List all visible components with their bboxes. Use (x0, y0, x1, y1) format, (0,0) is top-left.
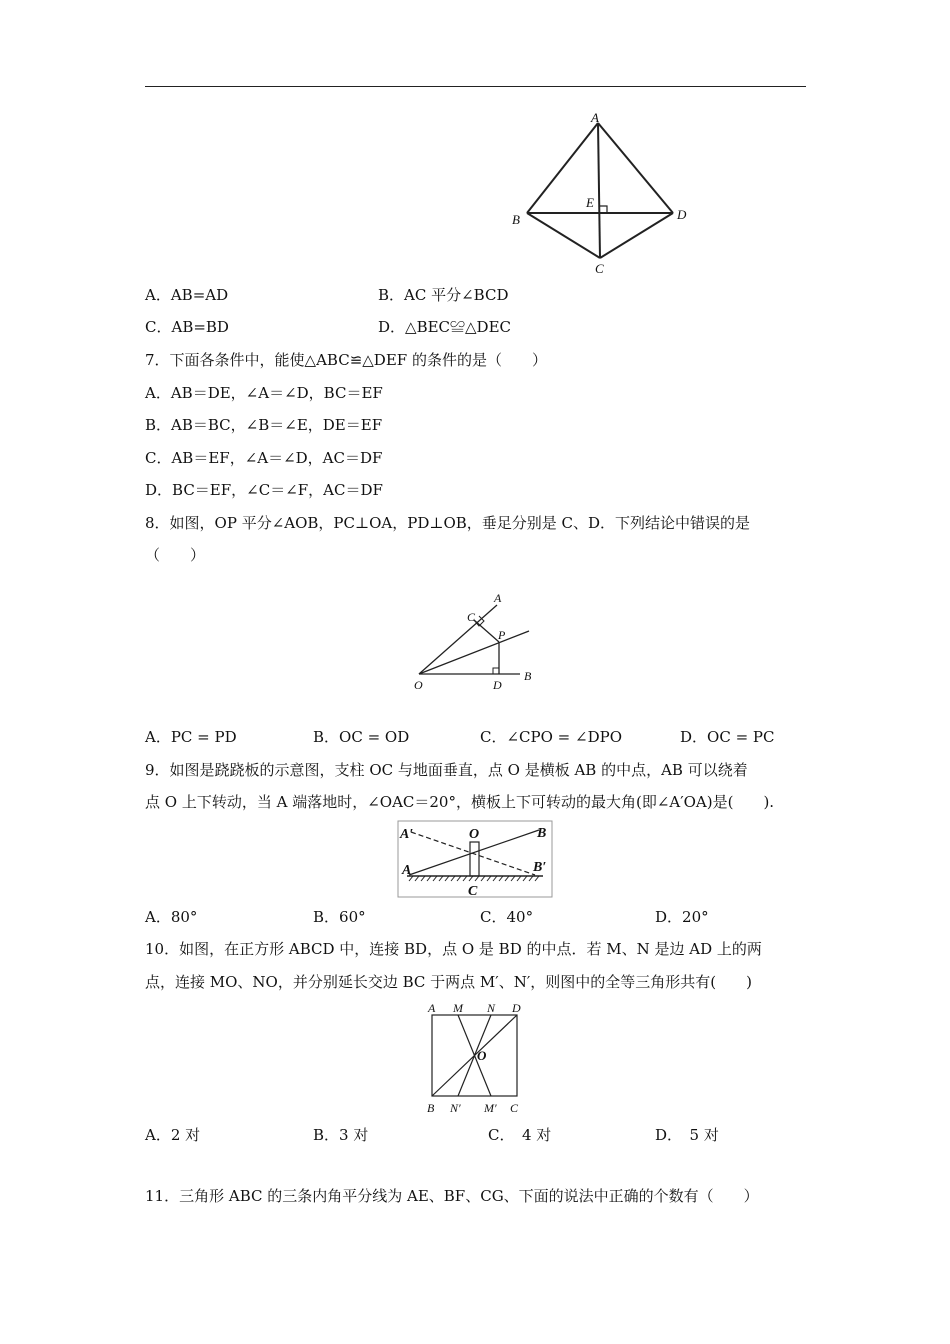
q6-label-b: B (512, 212, 520, 227)
q8-stem-line1: 8．如图，OP 平分∠AOB，PC⊥OA，PD⊥OB，垂足分别是 C、D．下列结论中错误的是 (145, 514, 751, 532)
q8-stem-line2: （ ） (145, 546, 206, 564)
q10-stem-line2: 点，连接 MO、NO，并分别延长交边 BC 于两点 M′、N′，则图中的全等三角形共有( ) (145, 973, 752, 991)
q6-label-e: E (586, 195, 594, 210)
q8-label-p: P (498, 628, 506, 642)
q8-label-c: C (467, 610, 476, 624)
q7-option-b[interactable]: B．AB＝BC，∠B＝∠E，DE＝EF (145, 416, 383, 434)
q8-figure (405, 585, 545, 695)
q10-option-d[interactable]: D． 5 对 (655, 1126, 719, 1144)
q9-option-c[interactable]: C．40° (480, 908, 534, 926)
q7-option-a[interactable]: A．AB＝DE，∠A＝∠D，BC＝EF (145, 384, 383, 402)
q9-label-o: O (469, 827, 480, 842)
header-rule (145, 86, 806, 87)
q9-stem-line1: 9．如图是跷跷板的示意图，支柱 OC 与地面垂直，点 O 是横板 AB 的中点，AB 可以绕着 (145, 761, 748, 779)
q7-stem: 7．下面各条件中，能使△ABC≌△DEF 的条件的是（ ） (145, 351, 547, 369)
q6-option-c[interactable]: C．AB=BD (145, 318, 229, 336)
q7-option-d[interactable]: D．BC＝EF，∠C＝∠F，AC＝DF (145, 481, 383, 499)
q6-figure (505, 110, 695, 280)
q10-label-o: O (477, 1048, 487, 1063)
q6-label-c: C (595, 261, 604, 276)
q6-label-d: D (677, 207, 687, 222)
q10-label-a: A (428, 1001, 436, 1015)
q8-label-a: A (494, 591, 502, 605)
q9-option-b[interactable]: B．60° (313, 908, 366, 926)
q9-label-a: A (402, 863, 412, 878)
q11-stem: 11．三角形 ABC 的三条内角平分线为 AE、BF、CG、下面的说法中正确的个数有（ ） (145, 1187, 759, 1205)
q8-label-b: B (524, 669, 532, 683)
q10-option-b[interactable]: B．3 对 (313, 1126, 369, 1144)
q9-option-a[interactable]: A．80° (145, 908, 198, 926)
q10-label-m-prime: M′ (484, 1101, 497, 1115)
q6-option-d[interactable]: D．△BEC≌△DEC (378, 318, 512, 336)
q9-figure (397, 820, 553, 898)
q8-option-b[interactable]: B．OC = OD (313, 728, 410, 746)
q10-label-n-prime: N′ (450, 1101, 461, 1115)
q10-label-d: D (512, 1001, 521, 1015)
q8-option-c[interactable]: C．∠CPO = ∠DPO (480, 728, 623, 746)
q10-option-c[interactable]: C． 4 对 (488, 1126, 552, 1144)
q10-label-n: N (487, 1001, 496, 1015)
q7-option-c[interactable]: C．AB＝EF，∠A＝∠D，AC＝DF (145, 449, 383, 467)
q10-figure (418, 998, 530, 1120)
q9-label-b: B (537, 826, 547, 841)
q9-stem-line2: 点 O 上下转动，当 A 端落地时，∠OAC＝20°，横板上下可转动的最大角(即∠A′OA)是( ). (145, 793, 775, 811)
q9-label-c: C (468, 884, 478, 898)
q10-label-c: C (510, 1101, 519, 1115)
q6-option-b[interactable]: B．AC 平分∠BCD (378, 286, 509, 304)
q8-option-d[interactable]: D．OC = PC (680, 728, 775, 746)
q10-option-a[interactable]: A．2 对 (145, 1126, 201, 1144)
q8-label-d: D (493, 678, 502, 692)
q6-option-a[interactable]: A．AB=AD (145, 286, 229, 304)
q10-label-m: M (453, 1001, 463, 1015)
q8-option-a[interactable]: A．PC = PD (145, 728, 237, 746)
q6-label-a: A (591, 110, 599, 125)
q9-label-b-prime: B′ (533, 860, 547, 875)
q10-label-b: B (427, 1101, 435, 1115)
q9-option-d[interactable]: D．20° (655, 908, 709, 926)
q8-label-o: O (414, 678, 423, 692)
q10-stem-line1: 10．如图，在正方形 ABCD 中，连接 BD，点 O 是 BD 的中点．若 M、N 是边 AD 上的两 (145, 940, 762, 958)
q9-label-a-prime: A′ (400, 827, 414, 842)
